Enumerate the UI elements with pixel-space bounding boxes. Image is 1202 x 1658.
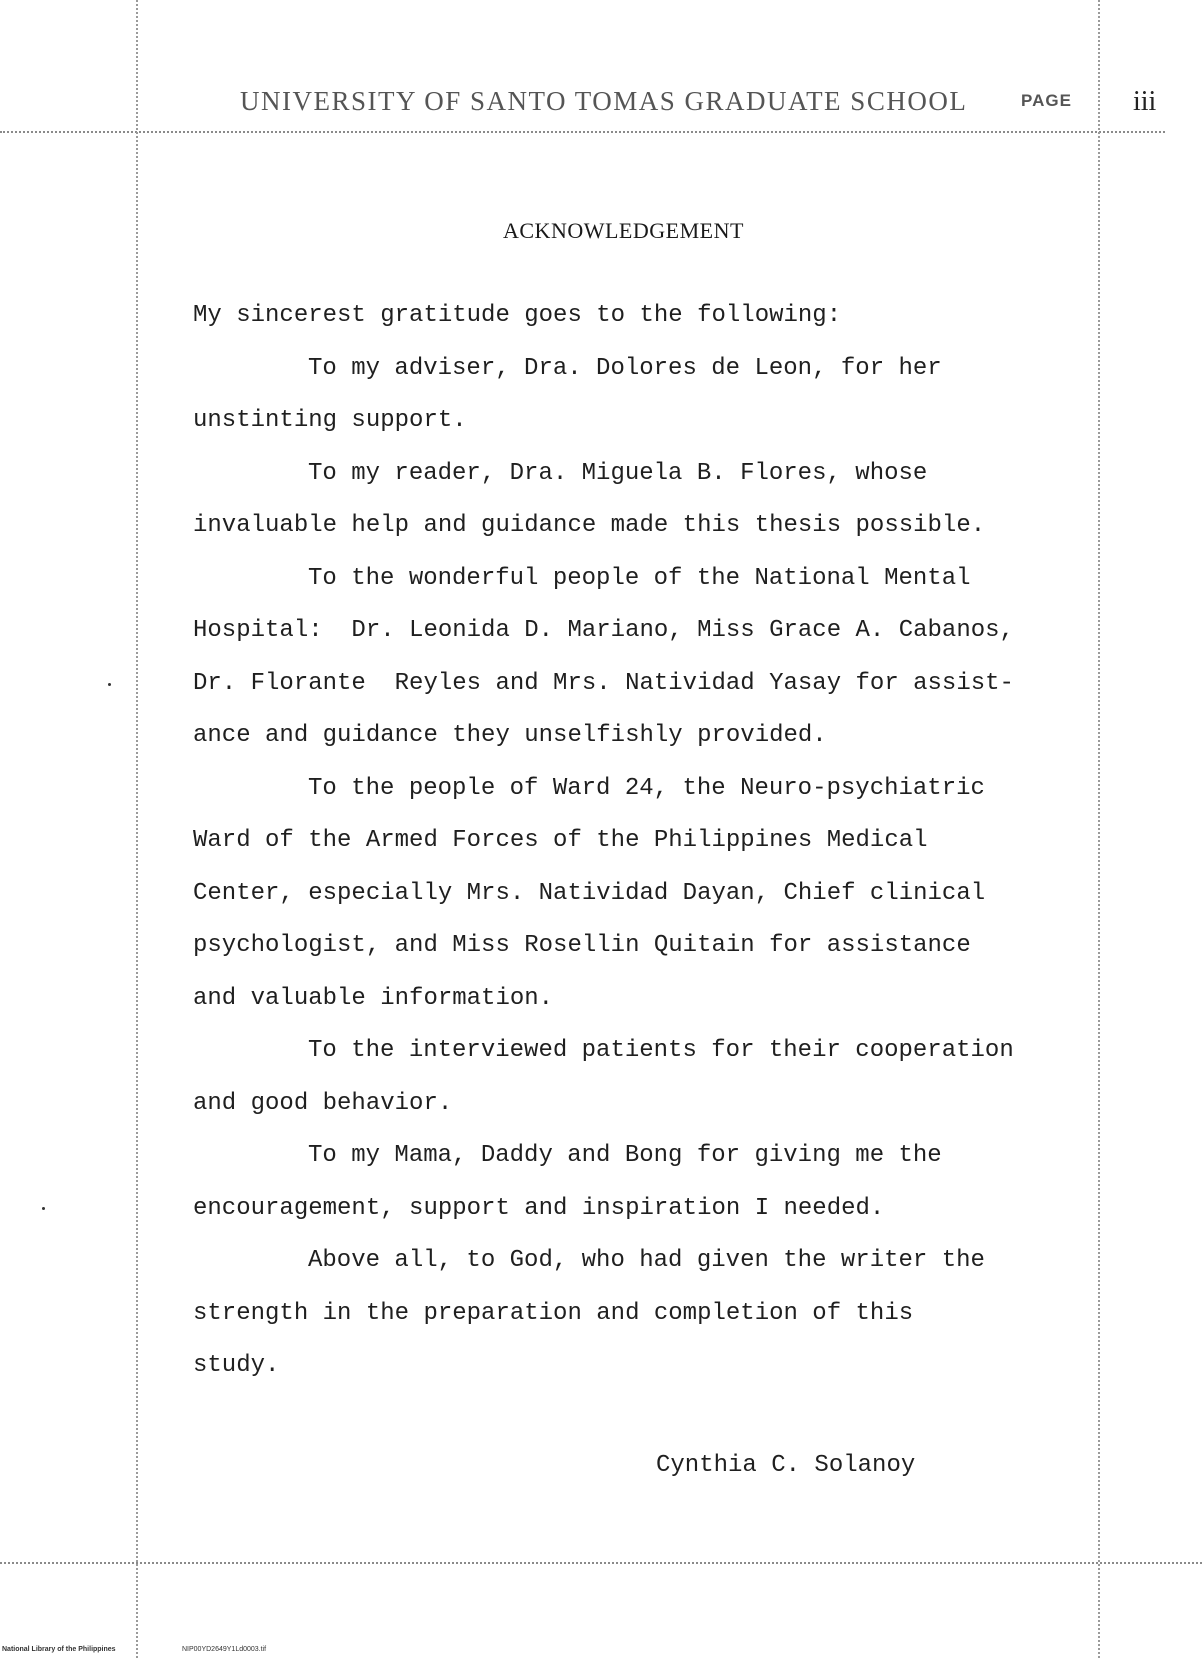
school-name: UNIVERSITY OF SANTO TOMAS GRADUATE SCHOOL [240, 86, 968, 116]
page-number: iii [1133, 86, 1157, 117]
text-line: encouragement, support and inspiration I needed. [193, 1194, 885, 1222]
footer-rule [0, 1562, 1202, 1564]
text-line: and valuable information. [193, 984, 554, 1012]
file-id: NIP00YD2649Y1Ld0003.tif [182, 1646, 267, 1653]
scan-speck [108, 683, 111, 686]
library-credit: National Library of the Philippines [2, 1646, 116, 1653]
text-line: My sincerest gratitude goes to the following: [193, 302, 842, 329]
text-line: strength in the preparation and completion of this [193, 1299, 914, 1327]
letterhead [240, 86, 1180, 126]
text-line: study. [193, 1352, 280, 1379]
text-line: Hospital: Dr. Leonida D. Mariano, Miss Grace A. Cabanos, [193, 617, 1014, 644]
header-rule [0, 131, 1165, 133]
acknowledgement-body [193, 290, 1113, 1393]
page-label: PAGE [1021, 91, 1072, 110]
left-margin-rule [136, 0, 138, 1658]
text-line: and good behavior. [193, 1089, 453, 1117]
text-line: Above all, to God, who had given the writer the [308, 1247, 985, 1274]
text-line: Dr. Florante Reyles and Mrs. Natividad Yasay for assist- [193, 669, 1014, 697]
text-line: To my Mama, Daddy and Bong for giving me the [308, 1142, 942, 1169]
text-line: psychologist, and Miss Rosellin Quitain for assistance [193, 932, 971, 959]
text-line: To the interviewed patients for their cooperation [308, 1037, 1014, 1064]
text-line: invaluable help and guidance made this thesis possible. [193, 512, 986, 539]
text-line: Center, especially Mrs. Natividad Dayan, Chief clinical [193, 879, 986, 907]
text-line: ance and guidance they unselfishly provided. [193, 722, 827, 749]
text-line: To the people of Ward 24, the Neuro-psychiatric [308, 774, 985, 802]
text-line: Ward of the Armed Forces of the Philippines Medical [193, 827, 928, 854]
scan-speck [42, 1207, 45, 1210]
text-line: unstinting support. [193, 407, 467, 434]
text-line: To my reader, Dra. Miguela B. Flores, whose [308, 459, 928, 487]
text-line: To my adviser, Dra. Dolores de Leon, for her [308, 354, 942, 382]
page-title: ACKNOWLEDGEMENT [503, 218, 744, 243]
text-line: To the wonderful people of the National Mental [308, 564, 971, 592]
author-signature: Cynthia C. Solanoy [656, 1452, 916, 1479]
